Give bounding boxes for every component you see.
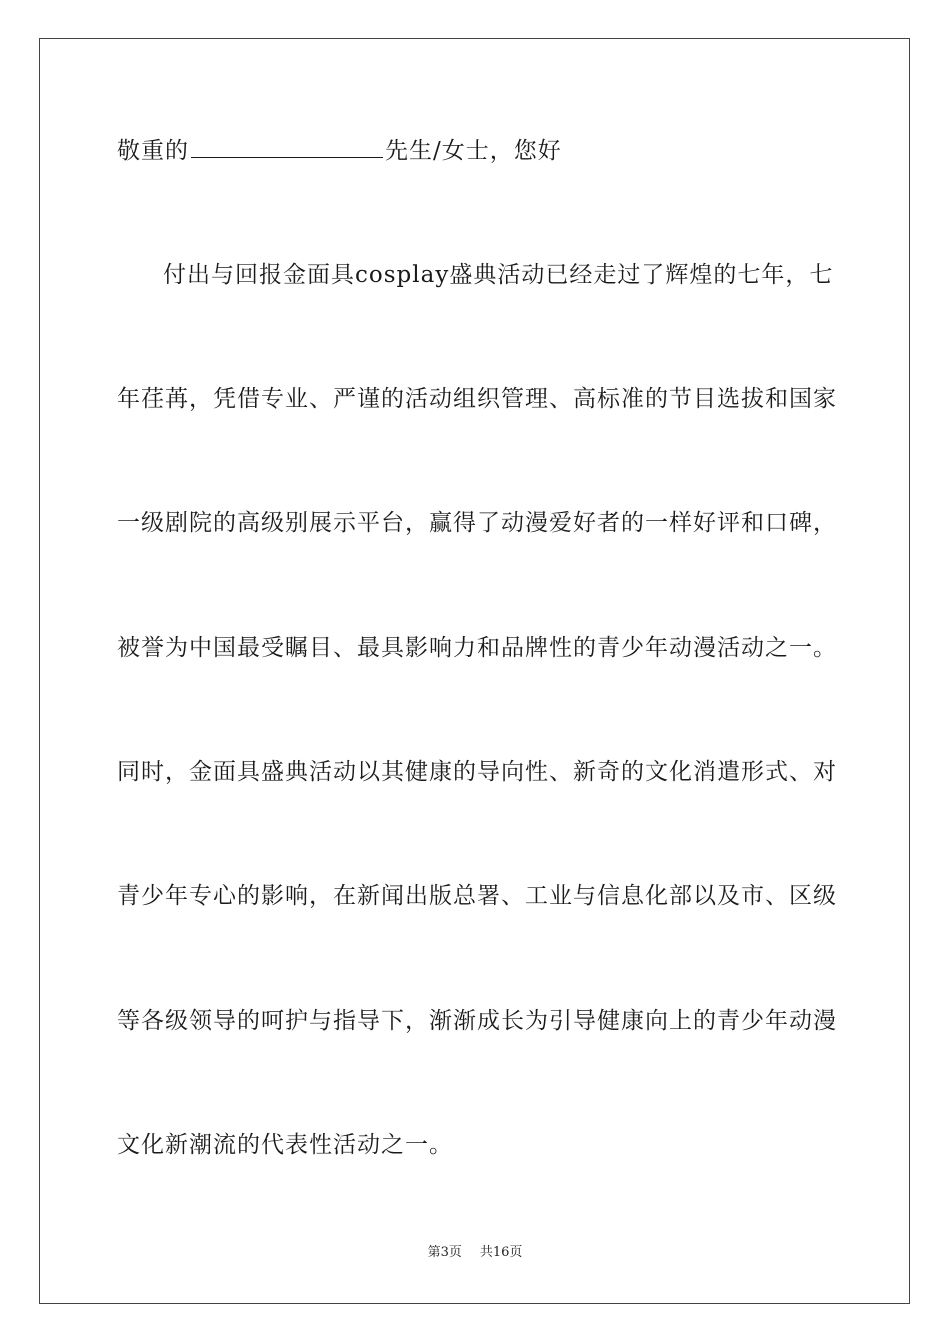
paragraph-line-1: 付出与回报金面具cosplay盛典活动已经走过了辉煌的七年，七 [163,262,834,288]
paragraph-line-3: 一级剧院的高级别展示平台，赢得了动漫爱好者的一样好评和口碑， [117,510,837,536]
page-frame [39,38,910,1304]
paragraph-line-8: 文化新潮流的代表性活动之一。 [117,1132,453,1158]
paragraph-line-6: 青少年专心的影响，在新闻出版总署、工业与信息化部以及市、区级 [117,883,837,909]
salutation-prefix: 敬重的 [117,138,189,164]
paragraph-line-4: 被誉为中国最受瞩目、最具影响力和品牌性的青少年动漫活动之一。 [117,635,837,661]
paragraph-line-7: 等各级领导的呵护与指导下，渐渐成长为引导健康向上的青少年动漫 [117,1008,837,1034]
salutation-suffix: 先生/女士，您好 [385,138,562,164]
paragraph-line-5: 同时，金面具盛典活动以其健康的导向性、新奇的文化消遣形式、对 [117,759,837,785]
paragraph-line-2: 年荏苒，凭借专业、严谨的活动组织管理、高标准的节目选拔和国家 [117,386,837,412]
page-footer [0,1244,950,1262]
salutation-line [117,136,562,166]
page-number: 第3页 [427,1245,462,1260]
page-total: 共16页 [479,1245,523,1260]
name-blank-field[interactable] [191,137,383,158]
